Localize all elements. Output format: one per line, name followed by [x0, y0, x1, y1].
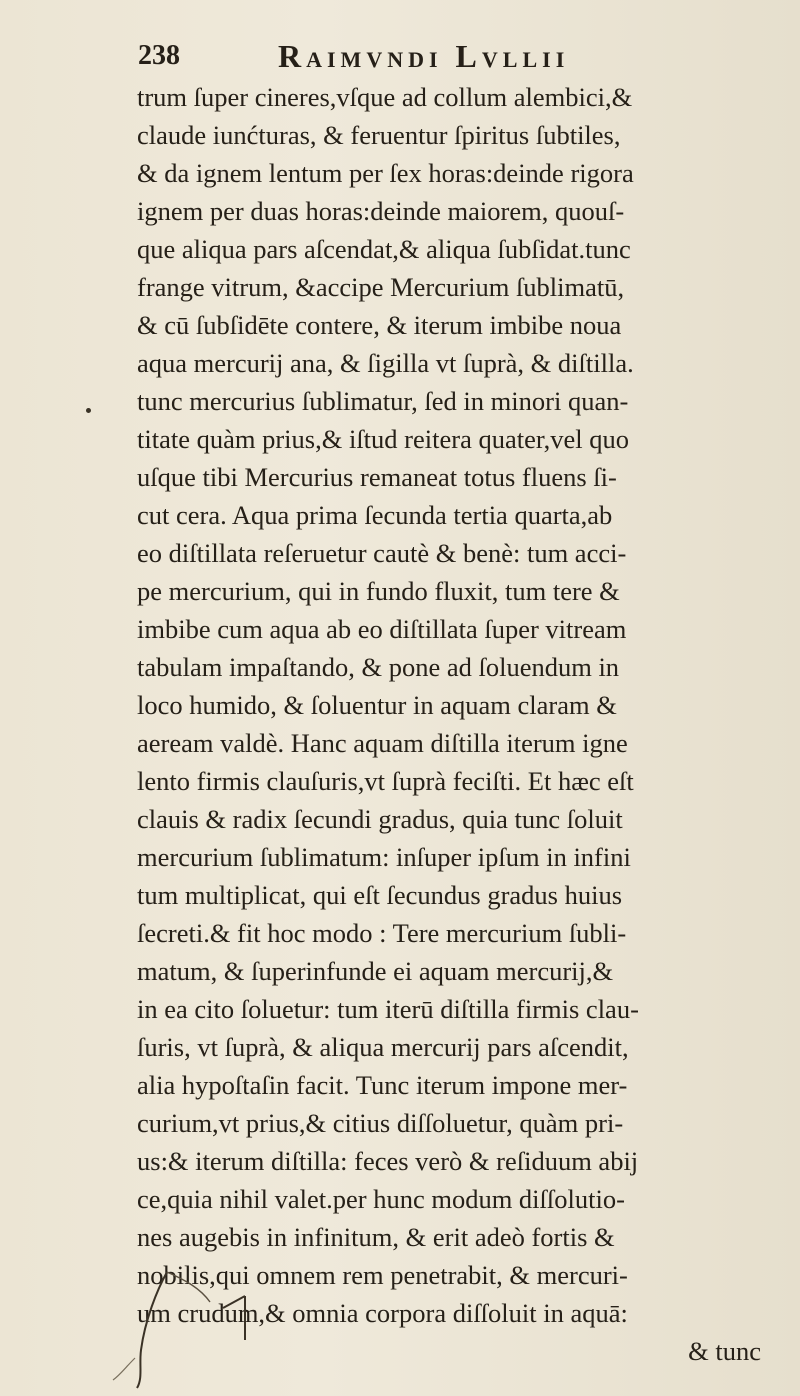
text-line: titate quàm prius,& iſtud reitera quater,vel quo: [137, 424, 629, 454]
text-line: & cū ſubſidēte contere, & iterum imbibe noua: [137, 310, 622, 340]
text-line: tum multiplicat, qui eſt ſecundus gradus huius: [137, 880, 623, 910]
catchword: & tunc: [688, 1336, 761, 1366]
text-line: ce,quia nihil valet.per hunc modum diſſolutio-: [137, 1184, 625, 1214]
text-line: matum, & ſuperinfunde ei aquam mercurij,&: [137, 956, 614, 986]
page-number: 238: [138, 40, 180, 71]
text-line: aqua mercurij ana, & ſigilla vt ſuprà, & diſtilla.: [137, 348, 634, 378]
text-line: nes augebis in infinitum, & erit adeò fortis &: [137, 1222, 615, 1252]
text-line: alia hypoſtaſin facit. Tunc iterum impone mer-: [137, 1070, 628, 1100]
text-line: ignem per duas horas:deinde maiorem, quouſ-: [137, 196, 625, 226]
text-line: claude iunćturas, & feruentur ſpiritus ſubtiles,: [137, 120, 621, 150]
text-line: lento firmis clauſuris,vt ſuprà feciſti. Et hæc eſt: [137, 766, 634, 796]
text-line: loco humido, & ſoluentur in aquam claram &: [137, 690, 617, 720]
text-line: ſuris, vt ſuprà, & aliqua mercurij pars aſcendit,: [137, 1032, 629, 1062]
text-line: & da ignem lentum per ſex horas:deinde rigora: [137, 158, 634, 188]
running-head: Raimvndi Lvllii: [278, 38, 570, 74]
text-line: imbibe cum aqua ab eo diſtillata ſuper vitream: [137, 614, 627, 644]
text-line: uſque tibi Mercurius remaneat totus fluens ſi-: [137, 462, 617, 492]
text-line: eo diſtillata reſeruetur cautè & benè: tum acci-: [137, 538, 627, 568]
text-line: mercurium ſublimatum: inſuper ipſum in infini: [137, 842, 631, 872]
text-line: in ea cito ſoluetur: tum iterū diſtilla firmis clau-: [137, 994, 639, 1024]
text-line: trum ſuper cineres,vſque ad collum alembici,&: [137, 82, 633, 112]
pen-doodle-icon: [95, 1250, 325, 1390]
text-line: nobilis,qui omnem rem penetrabit, & mercuri-: [137, 1260, 628, 1290]
text-line: tunc mercurius ſublimatur, ſed in minori quan-: [137, 386, 629, 416]
text-line: um crudum,& omnia corpora diſſoluit in aquā:: [137, 1298, 628, 1328]
text-line: cut cera. Aqua prima ſecunda tertia quarta,ab: [137, 500, 613, 530]
text-line: clauis & radix ſecundi gradus, quia tunc ſoluit: [137, 804, 623, 834]
text-line: pe mercurium, qui in fundo fluxit, tum tere &: [137, 576, 620, 606]
text-line: tabulam impaſtando, & pone ad ſoluendum in: [137, 652, 620, 682]
text-line: frange vitrum, &accipe Mercurium ſublimatū,: [137, 272, 625, 302]
text-line: ſecreti.& fit hoc modo : Tere mercurium ſubli-: [137, 918, 627, 948]
text-line: que aliqua pars aſcendat,& aliqua ſubſidat.tunc: [137, 234, 631, 264]
text-line: aeream valdè. Hanc aquam diſtilla iterum igne: [137, 728, 628, 758]
text-line: curium,vt prius,& citius diſſoluetur, quàm pri-: [137, 1108, 624, 1138]
margin-mark: [86, 408, 91, 413]
text-line: us:& iterum diſtilla: feces verò & reſiduum abij: [137, 1146, 639, 1176]
page-header: [138, 38, 698, 78]
